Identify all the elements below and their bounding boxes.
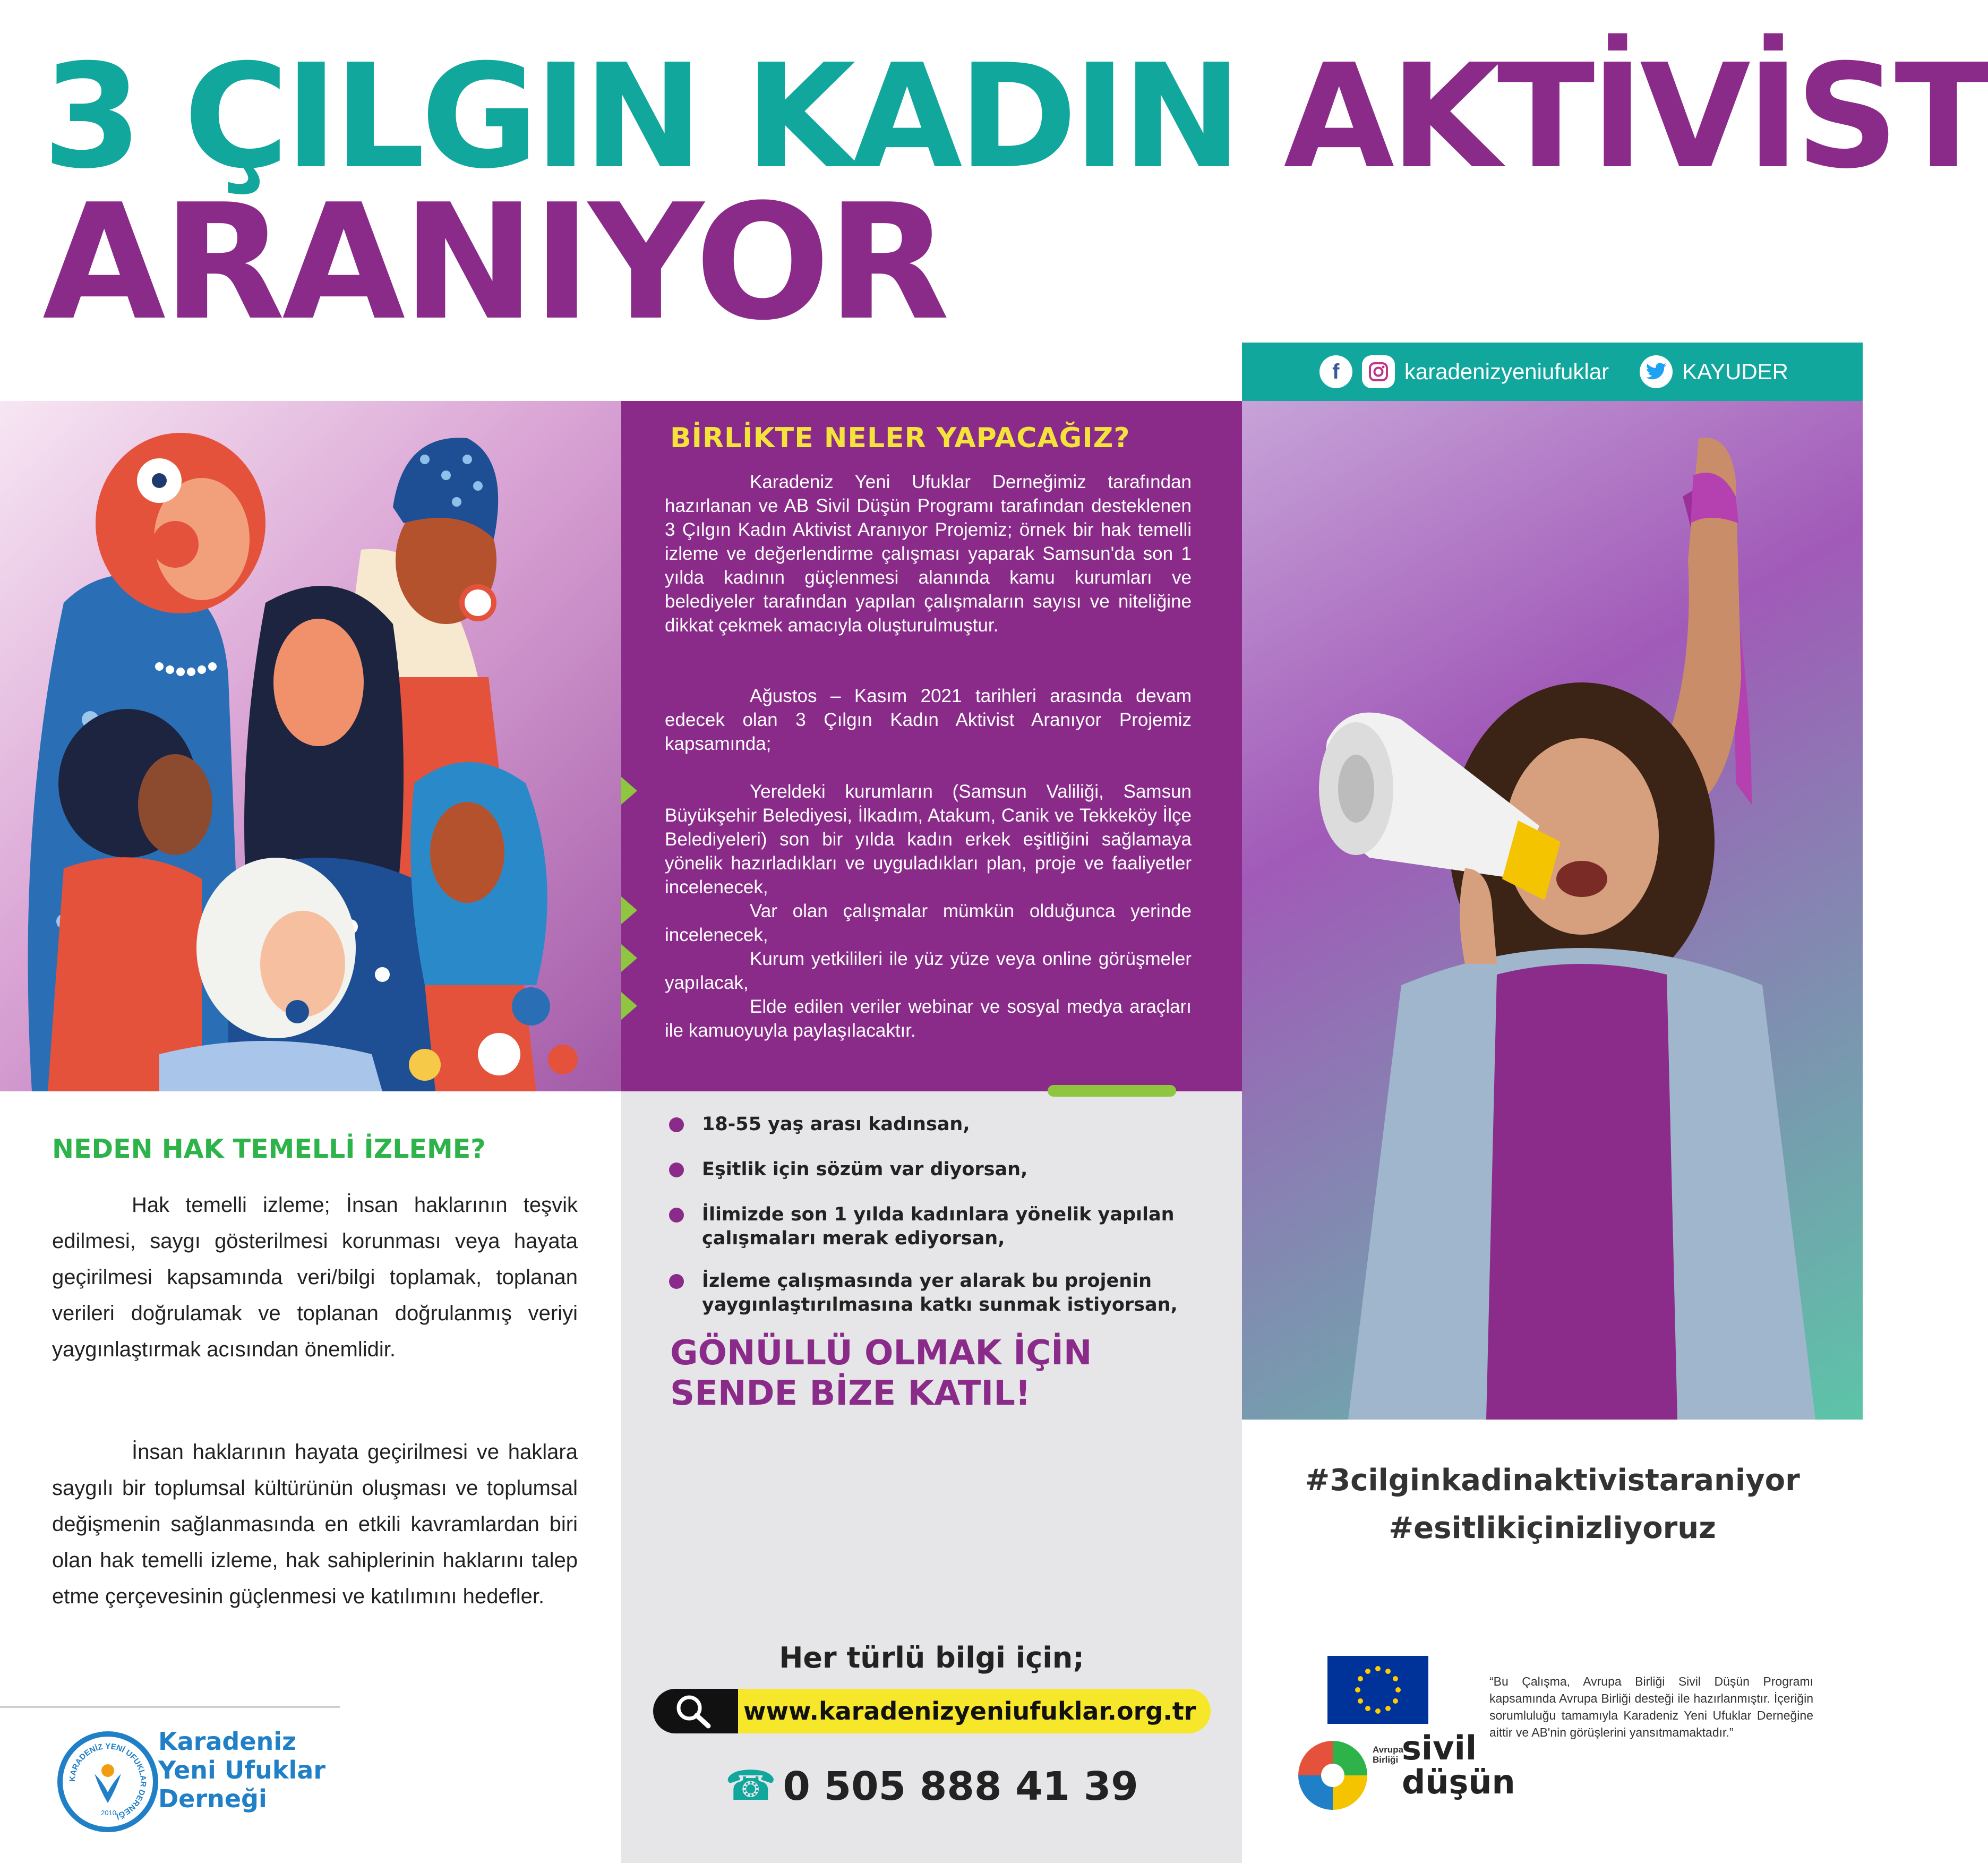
search-icon bbox=[653, 1689, 738, 1733]
phone-number[interactable]: ☎ 0 505 888 41 39 bbox=[725, 1762, 1138, 1810]
bullet-dot-icon bbox=[669, 1208, 684, 1223]
seal-text: KARADENİZ YENİ UFUKLAR DERNEĞİ bbox=[67, 1741, 148, 1821]
eu-label: Avrupa Birliği bbox=[1373, 1745, 1403, 1765]
green-arrow-icon bbox=[621, 777, 637, 805]
facebook-icon[interactable]: f bbox=[1319, 355, 1352, 388]
call-to-action bbox=[670, 1333, 1175, 1414]
instagram-icon[interactable] bbox=[1362, 355, 1395, 388]
divider bbox=[0, 1706, 340, 1708]
sivil-dusun-wordmark: sivil düşün bbox=[1402, 1729, 1515, 1801]
activity-item: Elde edilen veriler webinar ve sosyal medya araçları ile kamuoyuyla paylaşılacaktır. bbox=[665, 996, 1192, 1041]
twitter-icon[interactable] bbox=[1640, 355, 1673, 388]
green-arrow-icon bbox=[621, 944, 637, 972]
green-arrow-icon bbox=[621, 896, 637, 924]
cta-line-1: GÖNÜLLÜ OLMAK İÇİN bbox=[670, 1334, 1092, 1373]
intro-paragraph: Karadeniz Yeni Ufuklar Derneğimiz tarafından hazırlanan ve AB Sivil Düşün Programı tarafından desteklenen 3 Çılgın Kadın Aktivist Aranıyor Projemiz; örnek bir hak temelli izleme ve değerlendirme çalışması yaparak Samsun'da son 1 yılda kadının güçlenmesi alanında kamu kurumları ve belediyeler tarafından yapılan çalışmaların sayısı ve niteliğine dikkat çekmek amacıyla oluşturulmuştur. bbox=[665, 472, 1192, 636]
hashtag[interactable]: #3cilginkadinaktivistaraniyor bbox=[1305, 1463, 1800, 1498]
green-tab-accent bbox=[1048, 1085, 1176, 1097]
criteria-item: Eşitlik için sözüm var diyorsan, bbox=[669, 1158, 1200, 1182]
title-line-2: ARANIYOR bbox=[42, 170, 947, 355]
website-url[interactable]: www.karadenizyeniufuklar.org.tr bbox=[743, 1697, 1196, 1725]
social-handle[interactable]: karadenizyeniufuklar bbox=[1404, 359, 1609, 384]
bullet-dot-icon bbox=[669, 1117, 684, 1132]
social-bar bbox=[1242, 343, 1863, 401]
criteria-item: İzleme çalışmasında yer alarak bu projenin yaygınlaştırılmasına katkı sunmak istiyorsan, bbox=[669, 1269, 1200, 1317]
criteria-item: İlimizde son 1 yılda kadınlara yönelik yapılan çalışmaları merak ediyorsan, bbox=[669, 1203, 1200, 1251]
green-arrow-icon bbox=[621, 992, 637, 1020]
women-illustration bbox=[0, 401, 621, 1091]
phone-icon: ☎ bbox=[725, 1762, 777, 1810]
activity-item: Var olan çalışmalar mümkün olduğunca yerinde incelenecek, bbox=[665, 901, 1192, 945]
why-paragraph-2: İnsan haklarının hayata geçirilmesi ve haklara saygılı bir toplumsal kültürünün oluşması ve toplumsal değişmenin sağlanmasında en etkili kavramlardan biri olan hak temelli izleme, hak sahiplerinin haklarını talep etme çerçevesinin güçlenmesi ve katılımını hedefler. bbox=[52, 1440, 578, 1608]
title-purple-part: AKTİVİST bbox=[1283, 33, 1988, 200]
website-link[interactable] bbox=[653, 1689, 1211, 1733]
cta-line-2: SENDE BİZE KATIL! bbox=[670, 1374, 1031, 1413]
activity-item: Yereldeki kurumların (Samsun Valiliği, Samsun Büyükşehir Belediyesi, İlkadım, Atakum, Canik ve Tekkeköy İlçe Belediyeleri) son bir yılda kadın erkek eşitliğini sağlamaya yönelik hazırladıkları ve uyguladıkları plan, proje ve faaliyetler incelenecek, bbox=[665, 781, 1192, 898]
section-heading-why: NEDEN HAK TEMELLİ İZLEME? bbox=[52, 1134, 486, 1164]
contact-heading: Her türlü bilgi için; bbox=[779, 1641, 1084, 1674]
eu-disclaimer: “Bu Çalışma, Avrupa Birliği Sivil Düşün Programı kapsamında Avrupa Birliği desteği ile hazırlanmıştır. İçeriğin sorumluluğu tamamıyla Karadeniz Yeni Ufuklar Derneğine aittir ve AB'nin görüşlerini yansıtmamaktadır.” bbox=[1489, 1674, 1813, 1739]
period-paragraph: Ağustos – Kasım 2021 tarihleri arasında devam edecek olan 3 Çılgın Kadın Aktivist Aranıyor Projemiz kapsamında; bbox=[665, 686, 1192, 754]
twitter-handle[interactable]: KAYUDER bbox=[1682, 359, 1788, 384]
hashtag[interactable]: #esitlikiçinizliyoruz bbox=[1389, 1511, 1716, 1545]
seal-year: 2010 bbox=[101, 1809, 116, 1817]
criteria-item: 18-55 yaş arası kadınsan, bbox=[669, 1113, 1200, 1136]
why-paragraph-1: Hak temelli izleme; İnsan haklarının teşvik edilmesi, saygı gösterilmesi korunması veya hayata geçirilmesi kapsamında veri/bilgi toplamak, toplanan verileri doğrulamak ve toplanan doğrulanmış veriyi yaygınlaştırmak acısından önemlidir. bbox=[52, 1193, 578, 1361]
sivil-dusun-logo-icon bbox=[1293, 1736, 1373, 1815]
eu-flag-icon bbox=[1327, 1656, 1428, 1724]
activist-photo bbox=[1242, 401, 1863, 1420]
activity-item: Kurum yetkilileri ile yüz yüze veya online görüşmeler yapılacak, bbox=[665, 948, 1192, 993]
bullet-dot-icon bbox=[669, 1163, 684, 1177]
section-heading-together: BİRLİKTE NELER YAPACAĞIZ? bbox=[670, 422, 1130, 454]
kyud-logo bbox=[57, 1731, 158, 1832]
title-teal-part: 3 ÇILGIN KADIN bbox=[42, 33, 1238, 200]
org-name: Karadeniz Yeni Ufuklar Derneği bbox=[158, 1727, 326, 1813]
bullet-dot-icon bbox=[669, 1274, 684, 1289]
